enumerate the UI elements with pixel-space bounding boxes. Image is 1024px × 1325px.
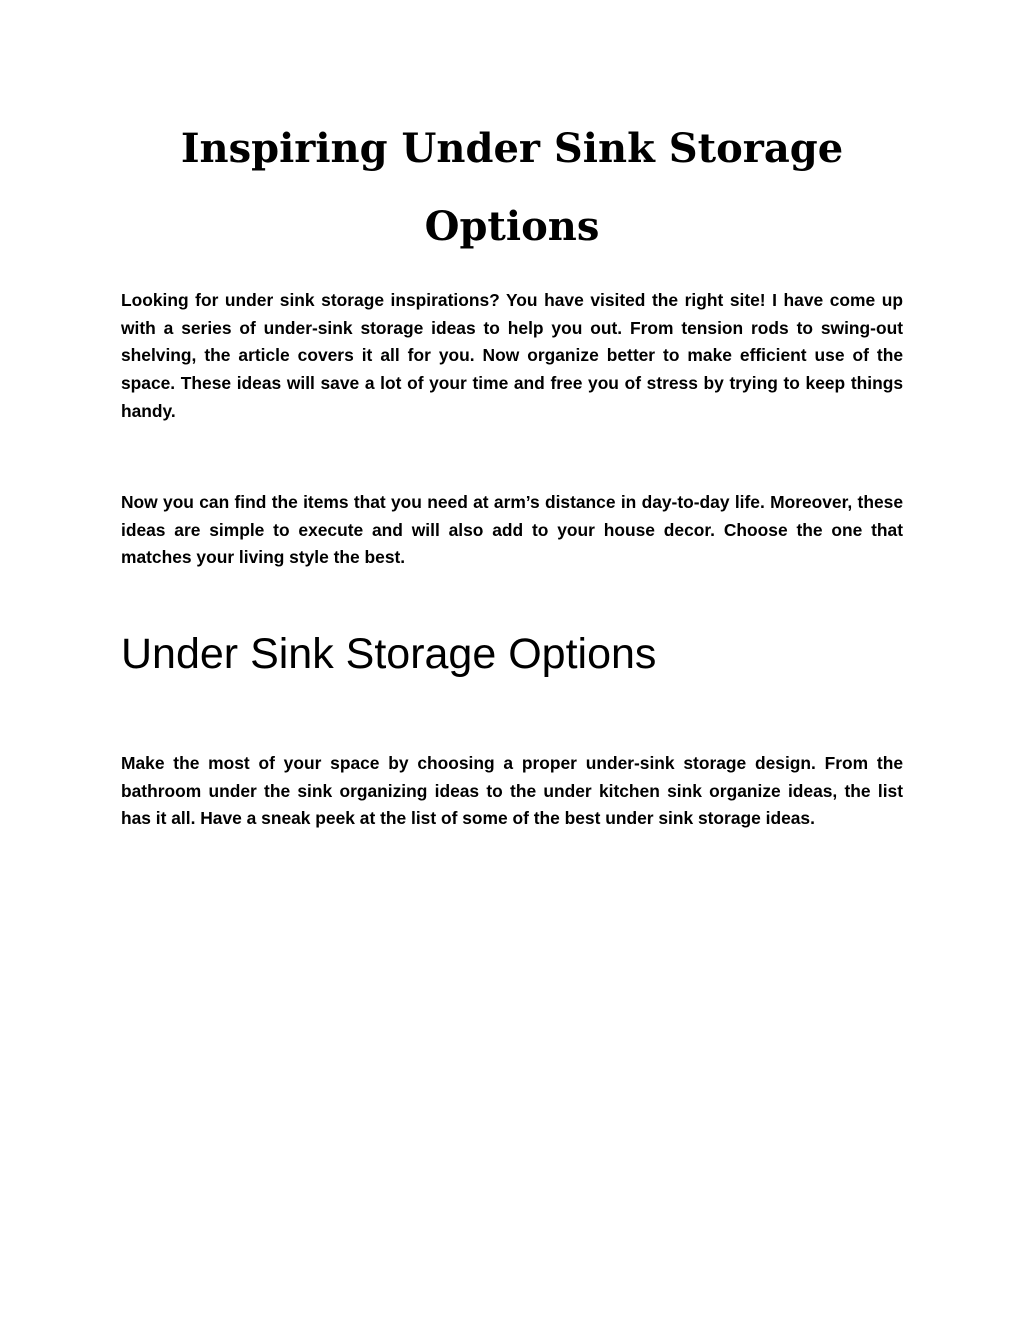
intro-paragraph: Looking for under sink storage inspirations? You have visited the right site! I have come up with a series of under-sink storage ideas to help you out. From tension rods to swing-out shelving, the article covers it all for you. Now organize better to make efficient use of the space. These ideas will save a lot of your time and free you of stress by trying to keep things handy.: [121, 290, 903, 421]
section-paragraph: Make the most of your space by choosing a proper under-sink storage design. From the bathroom under the sink organizing ideas to the under kitchen sink organize ideas, the list has it all. Have a sneak peek at the list of some of the best under sink storage ideas.: [121, 753, 903, 829]
second-paragraph: Now you can find the items that you need at arm’s distance in day-to-day life. Moreover, these ideas are simple to execute and will also add to your house decor. Choose the one that matches your living style the best.: [121, 492, 903, 568]
page-title: Inspiring Under Sink Storage Options: [180, 125, 844, 250]
section-heading: Under Sink Storage Options: [121, 630, 657, 678]
